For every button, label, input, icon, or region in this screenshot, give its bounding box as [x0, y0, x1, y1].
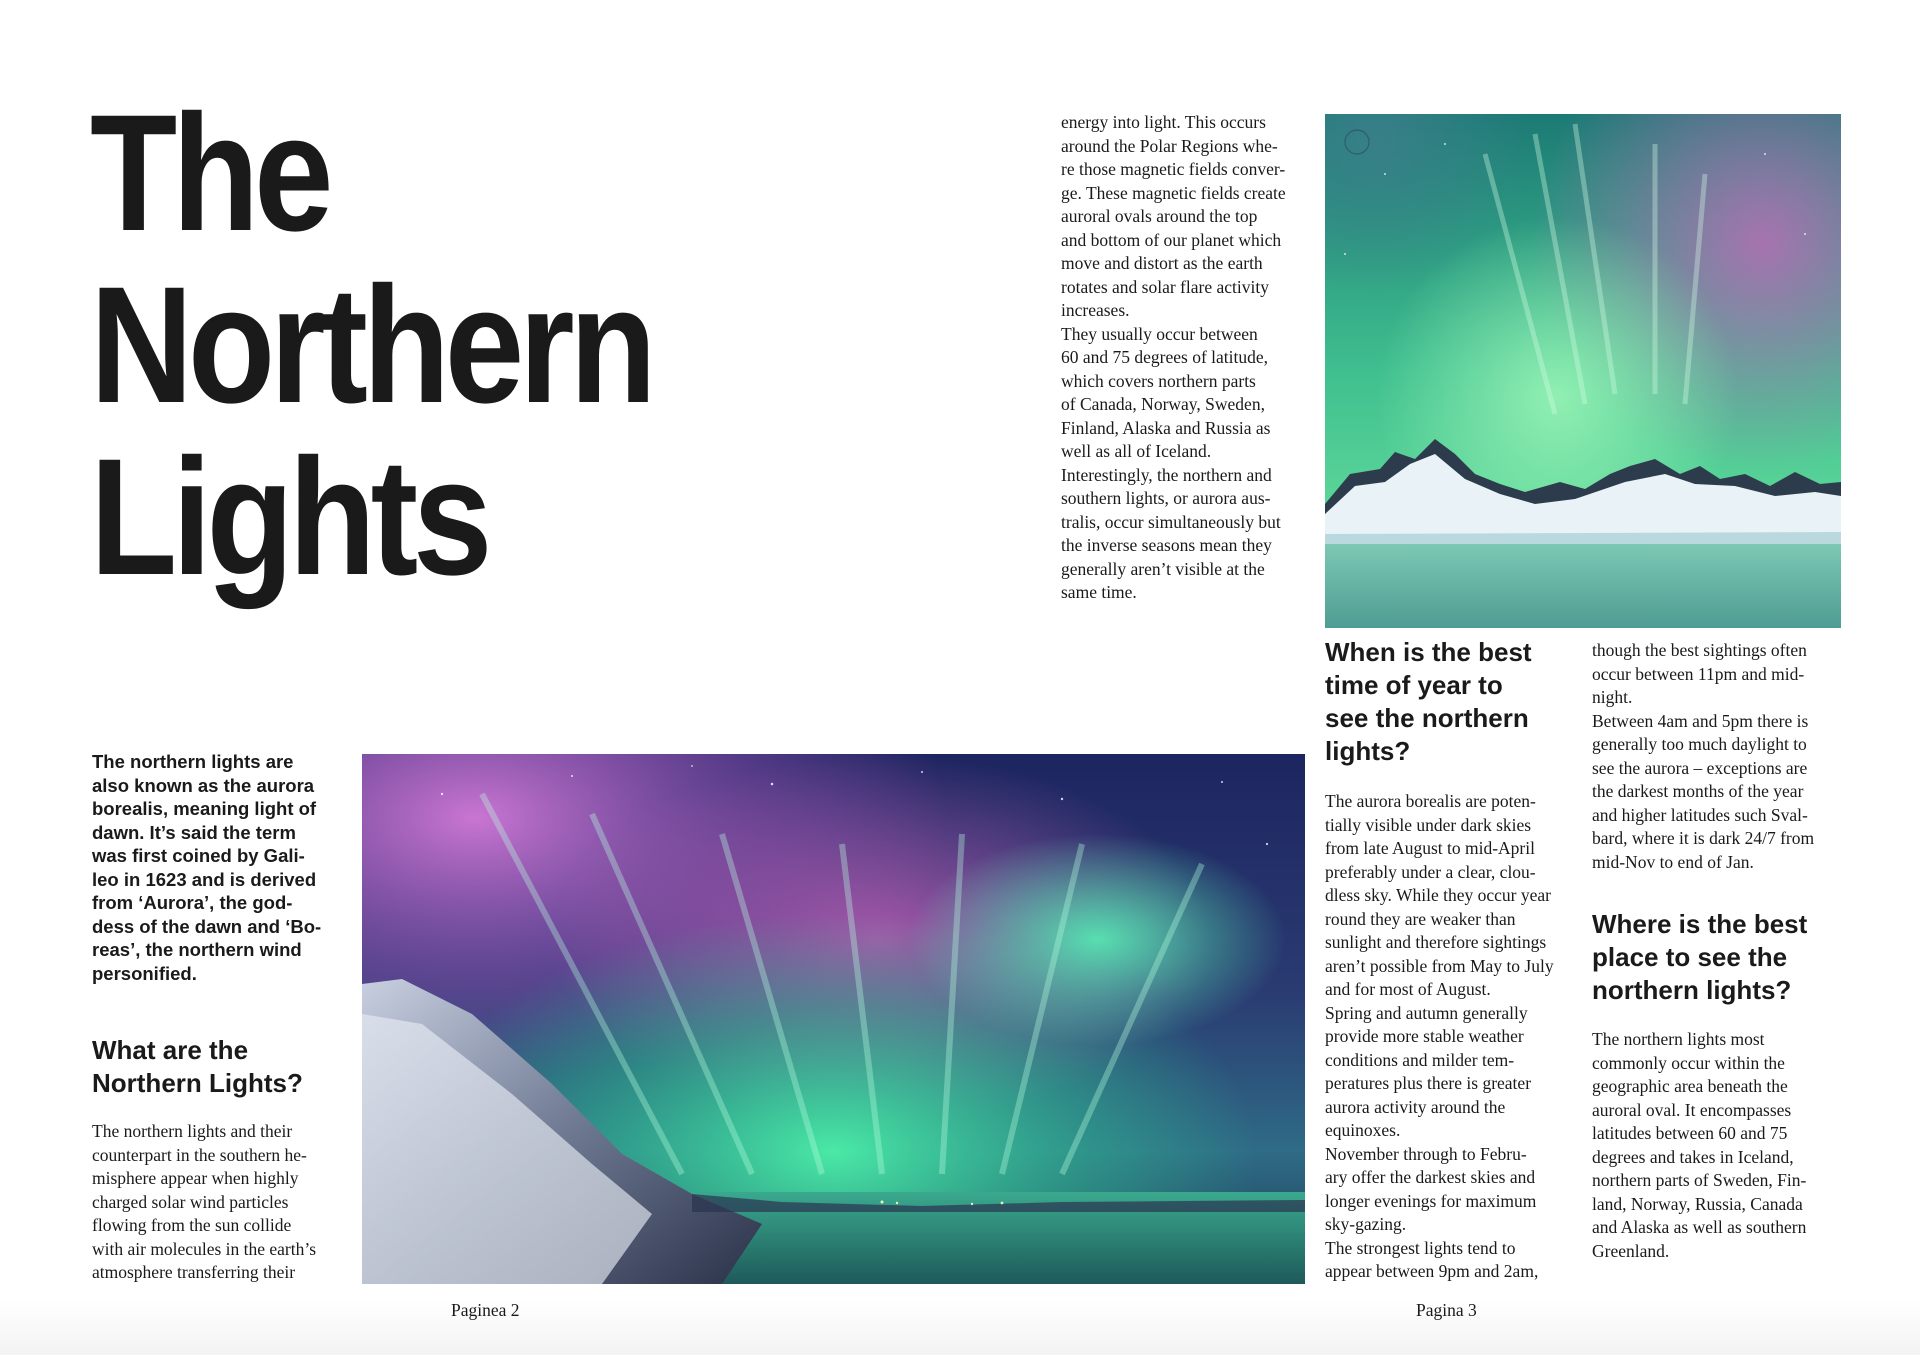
lead-paragraph: The northern lights are also known as the aurora borealis, meaning light of dawn. It’s said the term was first coined by Gali- leo in 1623 and is derived from ‘Aurora’, the god- dess of the dawn and ‘Bo- reas’, the northern wind personified. — [92, 751, 322, 984]
page-number-right: Pagina 3 — [1416, 1300, 1477, 1320]
where-body: The northern lights most commonly occur within the geographic area beneath the auroral oval. It encompasses latitudes between 60 and 75 degrees and takes in Iceland, northern parts of Sweden, Fin- land, Norway, Russia, Canada and Alaska as well as southern Greenland. — [1592, 1029, 1807, 1261]
when-continued-text: though the best sightings often occur between 11pm and mid- night. Between 4am and 5pm there is generally too much daylight to see the aurora – exceptions are the darkest months of the year and higher latitudes such Sval- bard, where it is dark 24/7 from mid-Nov to end of Jan. — [1592, 640, 1815, 872]
what-are-body: The northern lights and their counterpart in the southern he- misphere appear when highly charged solar wind particles flowing from the sun collide with air molecules in the earth’s atmosphere transferring their — [92, 1121, 317, 1282]
bottom-shadow — [0, 1300, 1920, 1355]
page-title — [90, 81, 778, 610]
title-line-1: The Northern — [90, 81, 652, 438]
what-are-heading: What are the Northern Lights? — [92, 1035, 303, 1098]
title-line-2: Lights — [90, 425, 488, 610]
aurora-mountains-lake-photo — [1325, 114, 1841, 628]
intro-continued-text: energy into light. This occurs around the Polar Regions whe- re those magnetic fields conver- ge. These magnetic fields create auroral ovals around the top and bottom of our planet which move and distort as the earth rotates and solar flare activity increases. They usually occur between 60 and 75 degrees of latitude, which covers northern parts of Canada, Norway, Sweden, Finland, Alaska and Russia as well as all of Iceland. Interestingly, the northern and southern lights, or aurora aus- tralis, occur simultaneously but the inverse seasons mean they generally aren’t visible at the same time. — [1061, 112, 1286, 602]
aurora-top-image — [1325, 114, 1841, 628]
where-heading: Where is the best place to see the northern lights? — [1592, 909, 1808, 1005]
aurora-coastal-photo — [362, 754, 1305, 1284]
when-body: The aurora borealis are poten- tially visible under dark skies from late August to mid-April preferably under a clear, clou- dless sky. While they occur year round they are weaker than sunlight and therefore sightings aren’t possible from May to July and for most of August. Spring and autumn generally provide more stable weather conditions and milder tem- peratures plus there is greater aurora activity around the equinoxes. November through to Febru- ary offer the darkest skies and longer evenings for maximum sky-gazing. The strongest lights tend to appear between 9pm and 2am, — [1325, 791, 1554, 1281]
aurora-main-image — [362, 754, 1305, 1284]
when-heading: When is the best time of year to see the northern lights? — [1325, 637, 1532, 766]
page-number-left: Paginea 2 — [451, 1300, 520, 1320]
